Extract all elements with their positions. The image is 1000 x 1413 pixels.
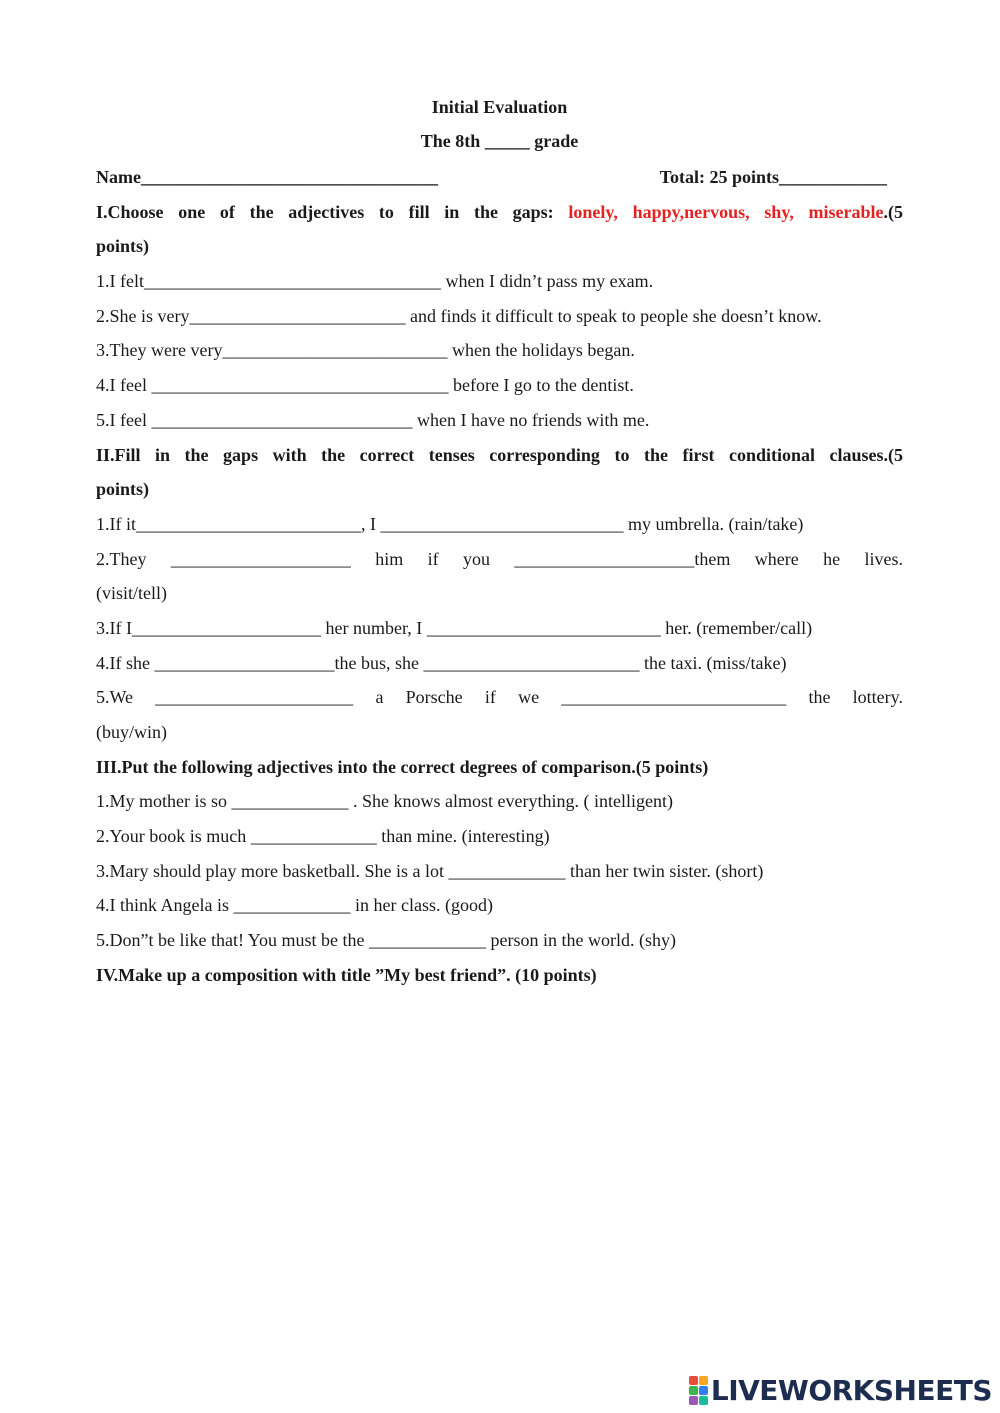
s3-item-1[interactable]: 1.My mother is so _____________ . She knows almost everything. ( intelligent) bbox=[96, 791, 673, 812]
logo-tile bbox=[689, 1386, 698, 1395]
adjective-word-bank: lonely, happy,nervous, shy, miserable bbox=[568, 201, 884, 222]
liveworksheets-logo-icon bbox=[689, 1376, 708, 1405]
section-1-heading bbox=[96, 195, 903, 230]
s2-item-2-hint: (visit/tell) bbox=[96, 583, 167, 604]
name-total-row bbox=[96, 160, 903, 195]
section-2-heading-cont: points) bbox=[96, 479, 150, 500]
liveworksheets-logo-text: LIVEWORKSHEETS bbox=[710, 1373, 992, 1407]
s1-item-5[interactable]: 5.I feel _____________________________ when I have no friends with me. bbox=[96, 409, 650, 430]
grade-line: The 8th _____ grade bbox=[420, 131, 579, 151]
s1-item-3[interactable]: 3.They were very_________________________ when the holidays began. bbox=[96, 340, 635, 361]
section-1-heading-points: .(5 bbox=[883, 201, 903, 222]
logo-tile bbox=[689, 1396, 698, 1405]
s1-item-2[interactable]: 2.She is very________________________ and finds it difficult to speak to people she doesn’t know. bbox=[96, 305, 822, 326]
s2-item-2[interactable]: 2.They ____________________ him if you ____________________them where he lives. bbox=[96, 548, 903, 569]
s3-item-2[interactable]: 2.Your book is much ______________ than mine. (interesting) bbox=[96, 826, 550, 847]
liveworksheets-logo bbox=[689, 1375, 992, 1405]
section-1-heading-text: I.Choose one of the adjectives to fill in the gaps: bbox=[96, 201, 569, 222]
section-2-heading: II.Fill in the gaps with the correct tenses corresponding to the first conditional clauses.(5 bbox=[96, 444, 903, 465]
s2-item-5-hint: (buy/win) bbox=[96, 722, 167, 742]
s2-item-3[interactable]: 3.If I_____________________ her number, I __________________________ her. (remember/call) bbox=[96, 617, 813, 638]
s2-item-4[interactable]: 4.If she ____________________the bus, she ________________________ the taxi. (miss/take) bbox=[96, 652, 787, 673]
total-points: Total: 25 points____________ bbox=[659, 167, 887, 187]
logo-tile bbox=[699, 1386, 708, 1395]
s2-item-1[interactable]: 1.If it_________________________, I ___________________________ my umbrella. (rain/take) bbox=[96, 513, 804, 534]
worksheet-title: Initial Evaluation bbox=[431, 97, 568, 117]
s1-item-4[interactable]: 4.I feel _________________________________ before I go to the dentist. bbox=[96, 375, 634, 396]
logo-tile bbox=[699, 1396, 708, 1405]
s3-item-5[interactable]: 5.Don”t be like that! You must be the _____________ person in the world. (shy) bbox=[96, 930, 676, 951]
s3-item-4[interactable]: 4.I think Angela is _____________ in her class. (good) bbox=[96, 895, 493, 916]
s2-item-5[interactable]: 5.We ______________________ a Porsche if we _________________________ the lottery. bbox=[96, 687, 903, 708]
s3-item-3[interactable]: 3.Mary should play more basketball. She is a lot _____________ than her twin sister. (short) bbox=[96, 860, 764, 881]
logo-tile bbox=[699, 1376, 708, 1385]
logo-tile bbox=[689, 1376, 698, 1385]
section-4-heading: IV.Make up a composition with title ”My best friend”. (10 points) bbox=[96, 964, 597, 985]
section-1-heading-cont: points) bbox=[96, 236, 150, 257]
worksheet-page bbox=[96, 92, 903, 993]
s1-item-1[interactable]: 1.I felt_________________________________ when I didn’t pass my exam. bbox=[96, 271, 654, 292]
section-3-heading: III.Put the following adjectives into the correct degrees of comparison.(5 points) bbox=[96, 756, 709, 777]
name-field[interactable]: Name_________________________________ bbox=[96, 167, 438, 187]
